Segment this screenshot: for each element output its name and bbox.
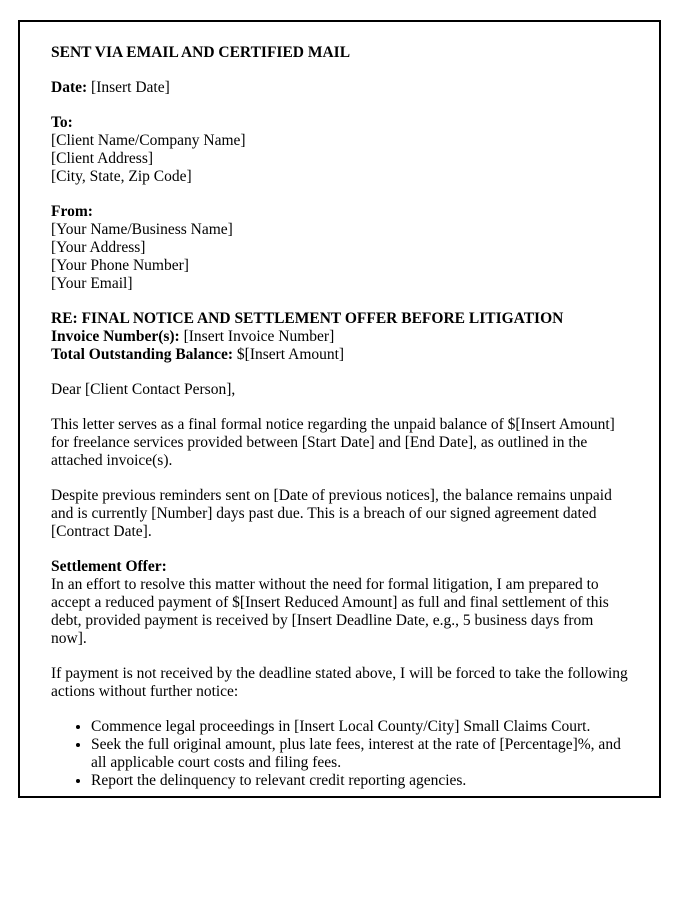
invoice-label: Invoice Number(s):: [51, 328, 180, 345]
settlement-paragraph: In an effort to resolve this matter without the need for formal litigation, I am prepared to accept a reduced payment of $[Insert Reduced Amount] as full and final settlement of this debt, provided payment is received by [Insert Deadline Date, e.g., 5 business days from now].: [51, 576, 609, 647]
invoice-value: [Insert Invoice Number]: [183, 328, 335, 345]
from-line-phone: [Your Phone Number]: [51, 257, 189, 274]
balance-label: Total Outstanding Balance:: [51, 346, 234, 363]
action-item-credit-report: • Report the delinquency to relevant credit reporting agencies.: [91, 772, 629, 790]
date-label: Date:: [51, 79, 88, 96]
paragraph-final-notice: This letter serves as a final formal notice regarding the unpaid balance of $[Insert Amount] for freelance services provided between [Start Date] and [End Date], as outlined in the attached invoice(s).: [51, 416, 615, 469]
re-heading: RE: FINAL NOTICE AND SETTLEMENT OFFER BEFORE LITIGATION: [51, 310, 564, 327]
to-line-client-name: [Client Name/Company Name]: [51, 132, 246, 149]
balance-value: $[Insert Amount]: [236, 346, 345, 363]
invoice-line: [51, 328, 629, 346]
settlement-heading: Settlement Offer:: [51, 558, 167, 575]
balance-line: [51, 346, 629, 364]
re-block: [51, 310, 629, 364]
from-label: From:: [51, 203, 93, 220]
salutation: Dear [Client Contact Person],: [51, 381, 236, 398]
to-block: [51, 114, 629, 186]
date-line: [51, 79, 629, 97]
to-label: To:: [51, 114, 73, 131]
to-line-city-state-zip: [City, State, Zip Code]: [51, 168, 192, 185]
actions-list: [51, 718, 629, 790]
from-block: [51, 203, 629, 293]
paragraph-previous-reminders: Despite previous reminders sent on [Date of previous notices], the balance remains unpaid and is currently [Number] days past due. This is a breach of our signed agreement dated [Contract Date].: [51, 487, 612, 540]
action-item-full-amount: • Seek the full original amount, plus late fees, interest at the rate of [Percentage]%, and all applicable court costs and filing fees.: [91, 736, 629, 772]
from-line-email: [Your Email]: [51, 275, 133, 292]
settlement-block: [51, 558, 629, 648]
date-value: [Insert Date]: [91, 79, 170, 96]
sent-via-line: SENT VIA EMAIL AND CERTIFIED MAIL: [51, 44, 351, 61]
actions-intro: If payment is not received by the deadline stated above, I will be forced to take the following actions without further notice:: [51, 665, 628, 700]
from-line-name: [Your Name/Business Name]: [51, 221, 233, 238]
action-item-legal-proceedings: • Commence legal proceedings in [Insert Local County/City] Small Claims Court.: [91, 718, 629, 736]
letter-page: [18, 20, 661, 798]
to-line-client-address: [Client Address]: [51, 150, 154, 167]
from-line-address: [Your Address]: [51, 239, 146, 256]
